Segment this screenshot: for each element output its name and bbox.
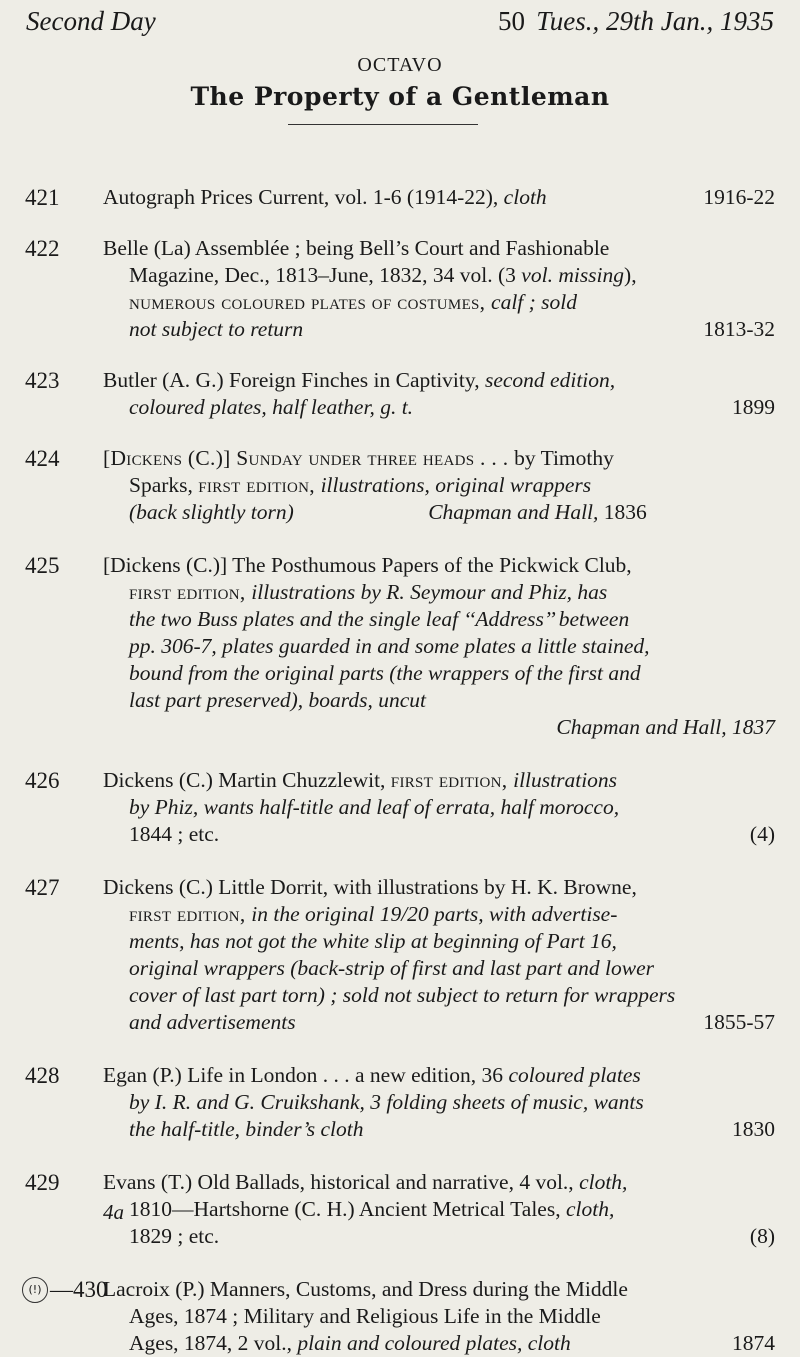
description-line bbox=[103, 1062, 775, 1089]
text-run: Dickens (C.) Martin Chuzzlewit, bbox=[103, 768, 391, 792]
lot-number: 424 bbox=[25, 446, 60, 471]
text-run: vol. missing bbox=[521, 263, 625, 287]
description-line bbox=[103, 687, 775, 714]
margin-dash: — bbox=[50, 1277, 73, 1302]
line-text bbox=[103, 874, 637, 901]
line-text bbox=[129, 316, 303, 343]
text-run: illustrations, original wrappers bbox=[320, 473, 592, 497]
description-line bbox=[103, 316, 775, 343]
text-run: pp. 306-7, plates guarded in and some plates a little stained, bbox=[129, 634, 650, 658]
description-line bbox=[103, 552, 775, 579]
line-text bbox=[103, 1276, 628, 1303]
line-text bbox=[103, 552, 632, 579]
text-run: bound from the original parts (the wrappers of the first and bbox=[129, 661, 641, 685]
description-line bbox=[103, 1303, 775, 1330]
signature-mark: 4a bbox=[103, 1200, 124, 1224]
text-run: ), bbox=[624, 263, 637, 287]
property-heading: The Property of a Gentleman bbox=[190, 82, 610, 111]
lot-date: (8) bbox=[749, 1224, 775, 1248]
text-run: last part preserved), boards, uncut bbox=[129, 688, 426, 712]
lot-number: 426 bbox=[25, 768, 60, 793]
text-run: and advertisements bbox=[129, 1010, 296, 1034]
lot-date: 1916-22 bbox=[703, 185, 775, 209]
text-run: first edition, bbox=[129, 902, 252, 926]
text-run: numerous coloured plates of costumes, bbox=[129, 290, 492, 314]
text-run: Egan (P.) Life in London . . . a new edition, 36 bbox=[103, 1063, 509, 1087]
lot-date: (4) bbox=[749, 822, 775, 846]
lot-description bbox=[103, 184, 775, 211]
line-text bbox=[129, 394, 413, 421]
lot-description bbox=[103, 367, 775, 421]
text-run: Sparks, bbox=[129, 473, 199, 497]
line-text bbox=[129, 1089, 644, 1116]
lot-number: 421 bbox=[25, 185, 60, 210]
description-line bbox=[103, 714, 775, 741]
line-text bbox=[129, 821, 219, 848]
text-run: by I. R. and G. Cruikshank, 3 folding sheets of music, wants bbox=[129, 1090, 644, 1114]
lot-date: 1830 bbox=[732, 1117, 775, 1141]
description-line bbox=[103, 367, 775, 394]
text-run: Magazine, Dec., 1813–June, 1832, 34 vol. (3 bbox=[129, 263, 522, 287]
description-line bbox=[103, 579, 775, 606]
text-run: in the original 19/20 parts, with advertise- bbox=[251, 902, 618, 926]
text-run: first edition, bbox=[198, 473, 321, 497]
line-text bbox=[129, 499, 647, 526]
line-text bbox=[129, 1116, 363, 1143]
line-text bbox=[129, 1303, 601, 1330]
line-text bbox=[129, 262, 637, 289]
description-line bbox=[103, 235, 775, 262]
line-text bbox=[129, 1196, 614, 1223]
line-text bbox=[103, 184, 547, 211]
line-text bbox=[129, 687, 426, 714]
description-line bbox=[103, 633, 775, 660]
text-run: illustrations by R. Seymour and Phiz, has bbox=[251, 580, 608, 604]
line-text bbox=[129, 660, 641, 687]
description-line bbox=[103, 928, 775, 955]
text-run: ments, has not got the white slip at beginning of Part 16, bbox=[129, 929, 617, 953]
text-run: (back slightly torn) bbox=[129, 500, 294, 524]
text-run: second edition, bbox=[484, 368, 616, 392]
lot-date: Chapman and Hall, 1837 bbox=[556, 715, 775, 739]
description-line bbox=[103, 394, 775, 421]
lot-date: 1874 bbox=[732, 1331, 775, 1355]
line-text bbox=[129, 1223, 219, 1250]
text-run: Ages, 1874 ; Military and Religious Life in the Middle bbox=[129, 1304, 601, 1328]
text-run: first edition, bbox=[390, 768, 514, 792]
line-text bbox=[129, 1009, 296, 1036]
text-run: cloth, bbox=[565, 1197, 615, 1221]
lot-number: 429 bbox=[25, 1170, 60, 1195]
line-text bbox=[103, 1169, 627, 1196]
line-text bbox=[129, 928, 617, 955]
text-run: Belle (La) Assemblée ; being Bell’s Court and Fashionable bbox=[103, 236, 610, 260]
text-run: cover of last part torn) ; sold not subject to return for wrappers bbox=[129, 983, 676, 1007]
description-line bbox=[103, 472, 775, 499]
lot-number: 422 bbox=[25, 236, 60, 261]
lot-description bbox=[103, 767, 775, 848]
line-text bbox=[129, 606, 629, 633]
running-head-day: Second Day bbox=[26, 6, 156, 36]
description-line bbox=[103, 1223, 775, 1250]
description-line bbox=[103, 955, 775, 982]
lot-description bbox=[103, 874, 775, 1036]
description-line bbox=[103, 1196, 775, 1223]
text-run: Butler (A. G.) Foreign Finches in Captivity, bbox=[103, 368, 485, 392]
lot-description bbox=[103, 445, 775, 526]
description-line bbox=[103, 289, 775, 316]
description-line bbox=[103, 794, 775, 821]
text-run: [Dickens (C.)] Sunday under three heads . . . bbox=[103, 446, 515, 470]
text-run: the half-title, binder’s cloth bbox=[129, 1117, 364, 1141]
text-run: Dickens (C.) Little Dorrit, with illustrations by H. K. Browne, bbox=[103, 875, 637, 899]
text-run: coloured plates bbox=[508, 1063, 641, 1087]
running-head bbox=[26, 6, 774, 40]
lot-description bbox=[103, 1169, 775, 1250]
page-number: 50 bbox=[498, 6, 525, 36]
text-run: Lacroix (P.) Manners, Customs, and Dress during the Middle bbox=[103, 1277, 628, 1301]
line-text bbox=[103, 367, 615, 394]
text-run: original wrappers (back-strip of first and last part and lower bbox=[129, 956, 654, 980]
line-text bbox=[103, 235, 609, 262]
lot-description bbox=[103, 1276, 775, 1357]
text-run: Autograph Prices Current, vol. 1-6 (1914-22), bbox=[103, 185, 504, 209]
lot-description bbox=[103, 1062, 775, 1143]
description-line bbox=[103, 445, 775, 472]
text-run: not subject to return bbox=[129, 317, 304, 341]
text-run: 1810—Hartshorne (C. H.) Ancient Metrical Tales, bbox=[129, 1197, 566, 1221]
description-line bbox=[103, 1116, 775, 1143]
lot-description bbox=[103, 235, 775, 343]
margin-mark: (!) bbox=[22, 1277, 48, 1303]
description-line bbox=[103, 821, 775, 848]
description-line bbox=[103, 1089, 775, 1116]
description-line bbox=[103, 184, 775, 211]
text-run: 1836 bbox=[603, 500, 647, 524]
lot-date: 1813-32 bbox=[703, 317, 775, 341]
line-text bbox=[129, 901, 617, 928]
line-text bbox=[103, 767, 617, 794]
text-run: 1829 ; etc. bbox=[129, 1224, 220, 1248]
text-run: cloth bbox=[503, 185, 547, 209]
heading-rule bbox=[288, 124, 478, 125]
lot-date: 1855-57 bbox=[703, 1010, 775, 1034]
running-head-date: Tues., 29th Jan., 1935 bbox=[536, 6, 774, 36]
lot-number-text: 430 bbox=[73, 1277, 108, 1302]
lot-date: 1899 bbox=[732, 395, 775, 419]
section-size-heading: OCTAVO bbox=[357, 54, 443, 76]
line-text bbox=[129, 633, 650, 660]
text-run: [Dickens (C.)] The Posthumous Papers of the Pickwick Club, bbox=[103, 553, 632, 577]
description-line bbox=[103, 1330, 775, 1357]
text-run: Ages, 1874, 2 vol., bbox=[129, 1331, 298, 1355]
line-text bbox=[103, 445, 614, 472]
text-run: Evans (T.) Old Ballads, historical and narrative, 4 vol., bbox=[103, 1170, 580, 1194]
line-text bbox=[129, 982, 675, 1009]
description-line bbox=[103, 1276, 775, 1303]
line-text bbox=[129, 794, 619, 821]
text-run: coloured plates, half leather, g. t. bbox=[129, 395, 414, 419]
line-text bbox=[103, 1062, 641, 1089]
line-text bbox=[129, 472, 591, 499]
lot-description bbox=[103, 552, 775, 741]
text-run: cloth, bbox=[579, 1170, 628, 1194]
text-run: illustrations bbox=[513, 768, 618, 792]
description-line bbox=[103, 1169, 775, 1196]
description-line bbox=[103, 660, 775, 687]
lot-number: 425 bbox=[25, 553, 60, 578]
text-run: plain and coloured plates, cloth bbox=[297, 1331, 571, 1355]
description-line bbox=[103, 1009, 775, 1036]
line-text bbox=[129, 289, 577, 316]
text-run: by Phiz, wants half-title and leaf of errata, half morocco, bbox=[129, 795, 620, 819]
line-text bbox=[129, 579, 607, 606]
text-run: first edition, bbox=[129, 580, 252, 604]
lot-number: 427 bbox=[25, 875, 60, 900]
description-line bbox=[103, 499, 775, 526]
line-text bbox=[129, 1330, 571, 1357]
text-run: by Timothy bbox=[514, 446, 614, 470]
description-line bbox=[103, 901, 775, 928]
text-run: the two Buss plates and the single leaf ‘‘Address’’ between bbox=[129, 607, 630, 631]
description-line bbox=[103, 874, 775, 901]
text-run: 1844 ; etc. bbox=[129, 822, 220, 846]
line-text bbox=[129, 955, 654, 982]
description-line bbox=[103, 982, 775, 1009]
description-line bbox=[103, 606, 775, 633]
description-line bbox=[103, 262, 775, 289]
lot-number bbox=[22, 1276, 108, 1304]
lot-number: 428 bbox=[25, 1063, 60, 1088]
text-run: Chapman and Hall, bbox=[293, 500, 604, 524]
description-line bbox=[103, 767, 775, 794]
lot-number: 423 bbox=[25, 368, 60, 393]
text-run: calf ; sold bbox=[491, 290, 578, 314]
